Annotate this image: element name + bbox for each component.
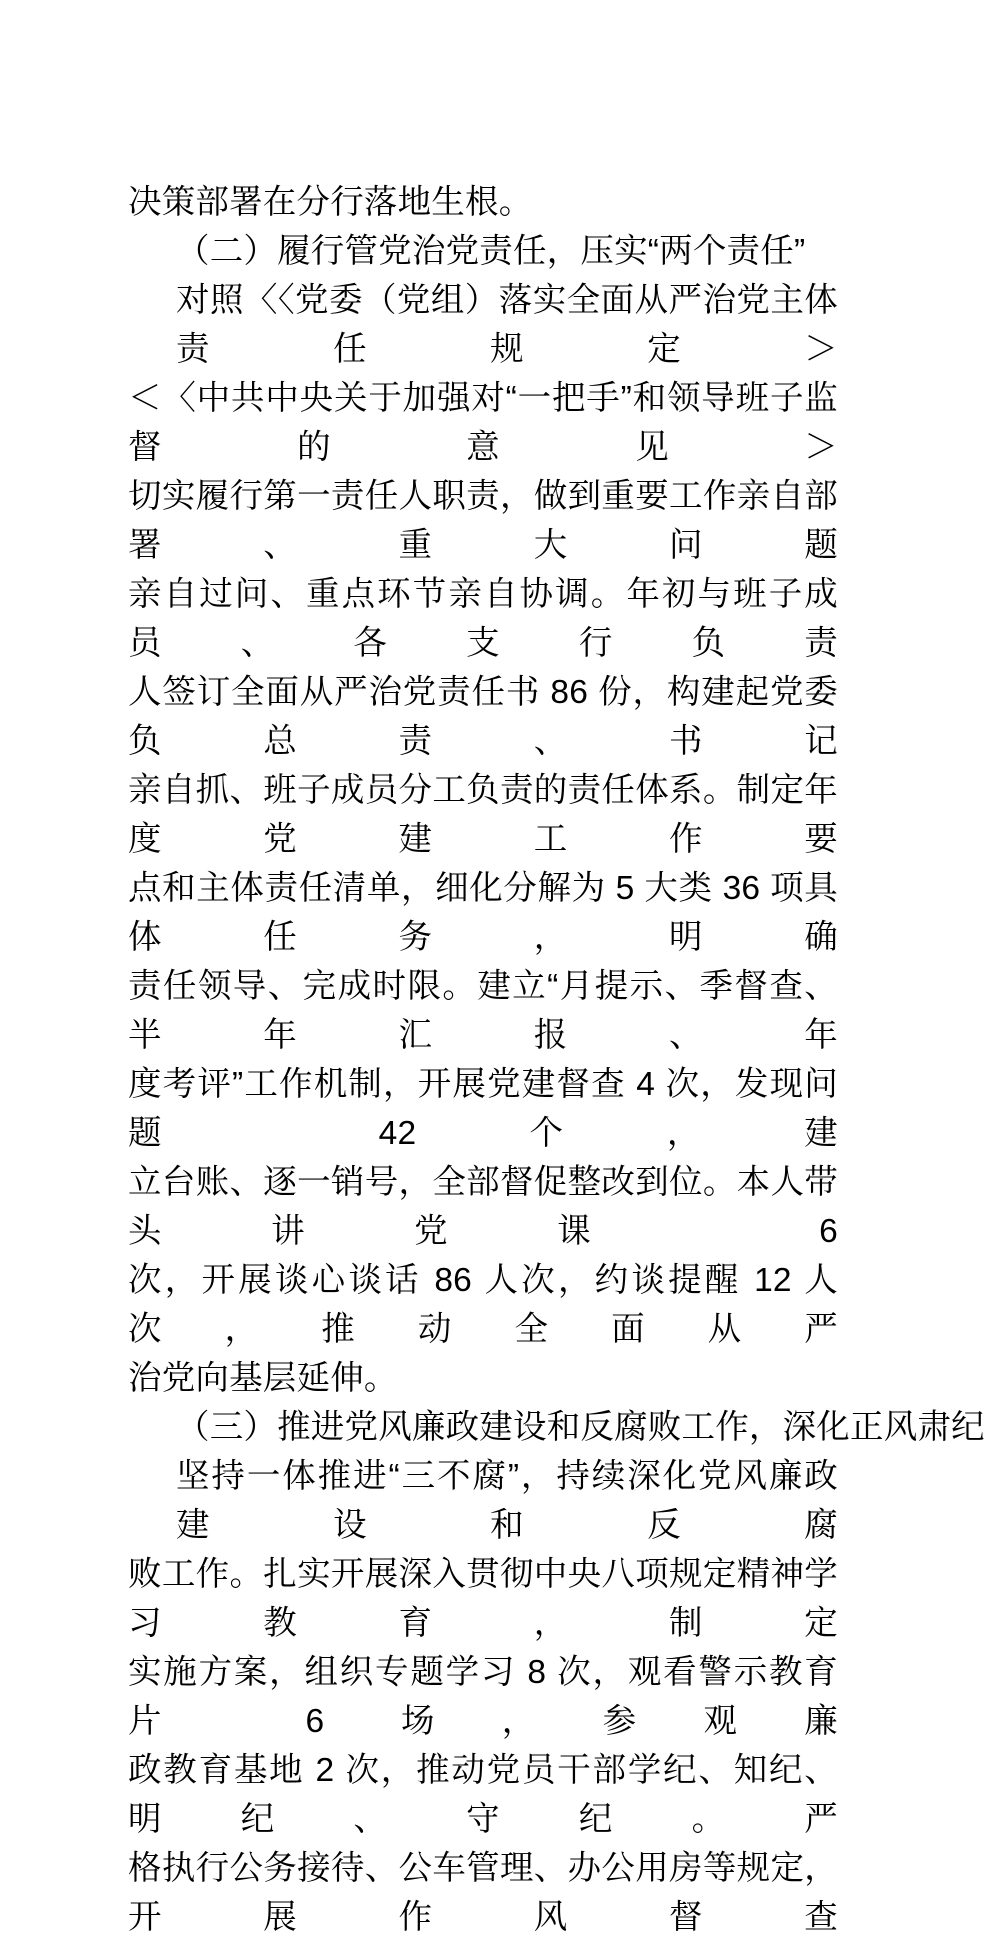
paragraph-line: 责任领导、完成时限。建立“月提示、季督查、半年汇报、年 <box>128 968 838 1054</box>
paragraph-line: 政教育基地 2 次，推动党员干部学纪、知纪、明纪、守纪。严 <box>128 1752 838 1838</box>
paragraph-line: 度考评”工作机制，开展党建督查 4 次，发现问题 42 个，建 <box>128 1066 838 1152</box>
paragraph-line: ＜〈中共中央关于加强对“一把手”和领导班子监督的意见＞ <box>128 380 838 466</box>
paragraph-line: 决策部署在分行落地生根。 <box>128 184 533 221</box>
paragraph-line: 立台账、逐一销号，全部督促整改到位。本人带头讲党课 6 <box>128 1164 838 1250</box>
paragraph-line: 对照〈〈党委（党组）落实全面从严治党主体责任规定＞ <box>176 282 838 368</box>
paragraph-line: 切实履行第一责任人职责，做到重要工作亲自部署、重大问题 <box>128 478 838 564</box>
paragraph-line: 治党向基层延伸。 <box>128 1360 398 1397</box>
section-heading: （三）推进党风廉政建设和反腐败工作，深化正风肃纪 <box>176 1409 985 1446</box>
paragraph-line: 次，开展谈心谈话 86 人次，约谈提醒 12 人次，推动全面从严 <box>128 1262 838 1348</box>
paragraph-line: 格执行公务接待、公车管理、办公用房等规定，开展作风督查 <box>128 1850 838 1936</box>
paragraph-line: 亲自抓、班子成员分工负责的责任体系。制定年度党建工作要 <box>128 772 838 858</box>
paragraph-line: 实施方案，组织专题学习 8 次，观看警示教育片 6 场，参观廉 <box>128 1654 838 1740</box>
paragraph-line: 人签订全面从严治党责任书 86 份，构建起党委负总责、书记 <box>128 674 838 760</box>
paragraph-line: 亲自过问、重点环节亲自协调。年初与班子成员、各支行负责 <box>128 576 838 662</box>
section-heading: （二）履行管党治党责任，压实“两个责任” <box>176 233 806 270</box>
paragraph-line: 点和主体责任清单，细化分解为 5 大类 36 项具体任务，明确 <box>128 870 838 956</box>
paragraph-line: 坚持一体推进“三不腐”，持续深化党风廉政建设和反腐 <box>176 1458 838 1544</box>
document-text-column <box>128 178 985 1942</box>
paragraph-line: 败工作。扎实开展深入贯彻中央八项规定精神学习教育，制定 <box>128 1556 838 1642</box>
